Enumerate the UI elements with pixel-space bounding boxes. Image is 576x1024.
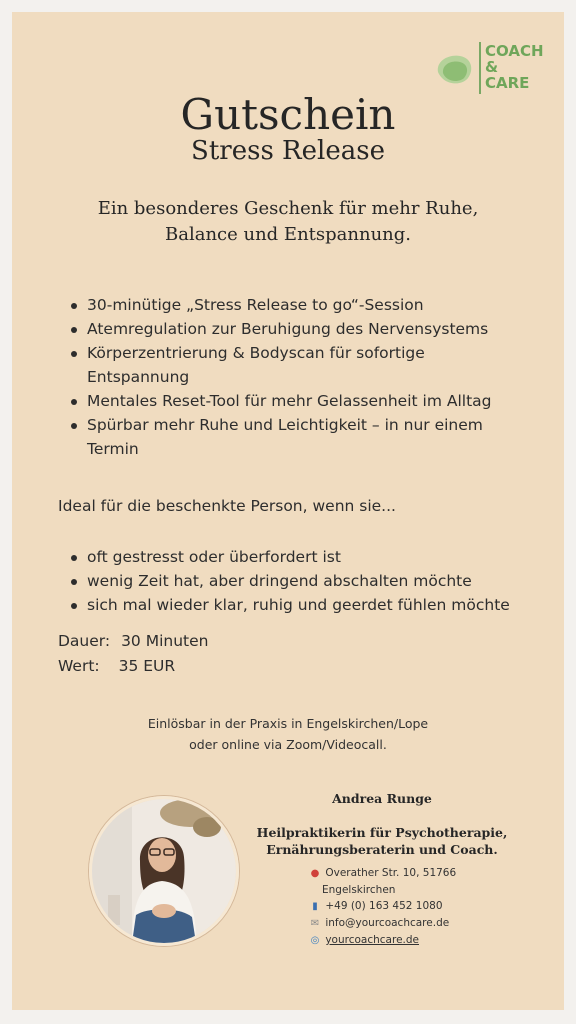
person-name: Andrea Runge [332, 791, 432, 806]
role-line-2: Ernährungsberaterin und Coach. [266, 842, 498, 857]
ideal-list [71, 545, 541, 617]
voucher-title: Gutschein [180, 90, 396, 139]
globe-icon: ◎ [310, 935, 320, 946]
value-row [58, 657, 175, 675]
pin-icon: ● [310, 868, 320, 879]
duration-row [58, 632, 208, 650]
website-row[interactable] [308, 932, 518, 949]
feature-item: Atemregulation zur Beruhigung des Nervensystems [71, 317, 531, 341]
duration-label: Dauer: [58, 632, 111, 650]
feature-item: Spürbar mehr Ruhe und Leichtigkeit – in nur einem Termin [71, 413, 531, 461]
ideal-item: sich mal wieder klar, ruhig und geerdet fühlen möchte [71, 593, 541, 617]
ideal-heading: Ideal für die beschenkte Person, wenn sie... [58, 497, 396, 515]
phone-row[interactable] [308, 898, 518, 915]
redeem-line-1: Einlösbar in der Praxis in Engelskirchen/Lope [147, 716, 429, 731]
intro-line-2: Balance und Entspannung. [165, 224, 411, 245]
logo-word-care: CARE [485, 74, 530, 92]
contact-block [308, 865, 518, 949]
logo-word-amp: & [485, 58, 499, 76]
ideal-item: wenig Zeit hat, aber dringend abschalten möchte [71, 569, 541, 593]
ideal-item: oft gestresst oder überfordert ist [71, 545, 541, 569]
address-line-1: Overather Str. 10, 51766 [325, 867, 457, 879]
address-line-2: Engelskirchen [322, 884, 396, 896]
email-address[interactable]: info@yourcoachcare.de [325, 917, 450, 929]
logo-word-coach: COACH [485, 42, 544, 60]
value-label: Wert: [58, 657, 100, 675]
voucher-subtitle: Stress Release [191, 136, 385, 166]
logo-divider [479, 42, 481, 94]
phone-icon: ▮ [312, 901, 318, 912]
voucher-card [12, 12, 564, 1010]
portrait-photo [89, 796, 239, 946]
leaf-blob-icon [434, 52, 474, 88]
redeem-info [12, 713, 564, 755]
feature-item: Mentales Reset-Tool für mehr Gelassenheit im Alltag [71, 389, 531, 413]
intro-line-1: Ein besonderes Geschenk für mehr Ruhe, [97, 198, 479, 219]
feature-item: 30-minütige „Stress Release to go“-Session [71, 293, 531, 317]
duration-value: 30 Minuten [121, 632, 209, 650]
phone-number[interactable]: +49 (0) 163 452 1080 [325, 900, 443, 912]
address-row [308, 865, 518, 882]
website-link[interactable]: yourcoachcare.de [325, 934, 419, 946]
email-row[interactable] [308, 915, 518, 932]
redeem-line-2: oder online via Zoom/Videocall. [189, 737, 387, 752]
mail-icon: ✉ [310, 918, 320, 929]
person-role [252, 824, 512, 858]
intro-text [12, 196, 564, 248]
role-line-1: Heilpraktikerin für Psychotherapie, [256, 825, 508, 840]
portrait-illustration [92, 799, 236, 943]
value-amount: 35 EUR [118, 657, 176, 675]
features-list [71, 293, 531, 461]
feature-item: Körperzentrierung & Bodyscan für sofortige Entspannung [71, 341, 531, 389]
